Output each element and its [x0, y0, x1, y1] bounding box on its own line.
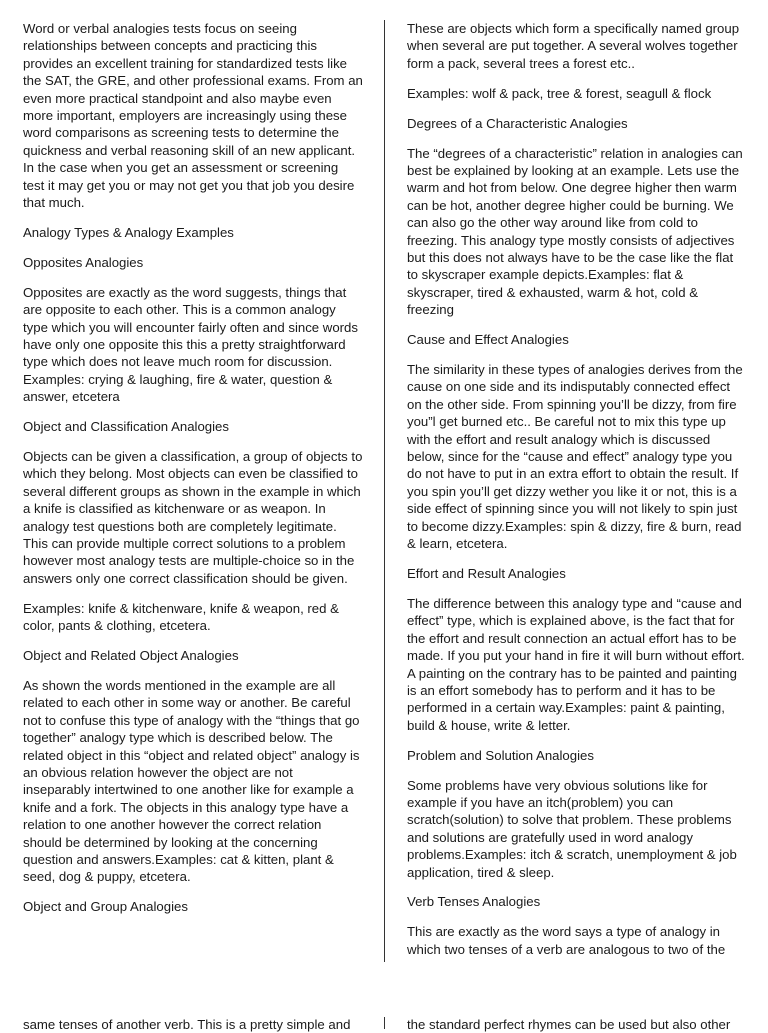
- object-related-object-paragraph: As shown the words mentioned in the example are all related to each other in some way or another. Be careful not to confuse this type of analogy with the “things that go together” analogy type which is described below. The related object in this “object and related object” analogy is an obvious relation however the object are not inseparably intertwined to one another like for example a knife and a fork. The objects in this analogy type have a relation to one another however the correct relation should be determined by looking at the concerning question and answers.Examples: cat & kitten, plant & seed, dog & puppy, etcetera.: [23, 678, 360, 885]
- next-page-right-text: the standard perfect rhymes can be used but also other: [407, 1017, 731, 1032]
- heading-cause-effect: Cause and Effect Analogies: [407, 332, 569, 348]
- heading-object-group: Object and Group Analogies: [23, 899, 188, 915]
- object-group-examples: Examples: wolf & pack, tree & forest, seagull & flock: [407, 85, 712, 101]
- cause-effect-paragraph: The similarity in these types of analogies derives from the cause on one side and its indisputably connected effect on the other side. From spinning you’ll be dizzy, from fire you”l get burned etc.. Be careful not to mix this type up with the effort and result analogy which is discussed below, since for the “cause and effect” analogy type you do not have to put in an extra effort to obtain the result. If you spin you’ll get dizzy wether you like it or not, this is a side effect of spinning since you will not likely to spin just to become dizzy.Examples: spin & dizzy, fire & burn, read & learn, etcetera.: [407, 362, 743, 552]
- next-page-left-text: same tenses of another verb. This is a pretty simple and: [23, 1017, 351, 1032]
- heading-verb-tenses: Verb Tenses Analogies: [407, 894, 541, 910]
- object-classification-examples: Examples: knife & kitchenware, knife & weapon, red & color, pants & clothing, etcetera.: [23, 600, 339, 634]
- left-column: [23, 20, 363, 928]
- heading-opposites: Opposites Analogies: [23, 254, 144, 270]
- heading-problem-solution: Problem and Solution Analogies: [407, 747, 594, 763]
- verb-tenses-paragraph: This are exactly as the word says a type of analogy in which two tenses of a verb are analogous to two of the: [407, 924, 726, 957]
- heading-object-related-object: Object and Related Object Analogies: [23, 648, 239, 664]
- opposites-paragraph: Opposites are exactly as the word suggests, things that are opposite to each other. This is a common analogy type which you will encounter fairly often and since words have only one opposite this this a pretty straightforward type which does not leave much room for discussion. Examples: crying & laughing, fire & water, question & answer, etcetera: [23, 284, 358, 405]
- heading-object-classification: Object and Classification Analogies: [23, 419, 229, 435]
- intro-paragraph: Word or verbal analogies tests focus on seeing relationships between concepts and practicing this provides an excellent training for standardized tests like the SAT, the GRE, and other professional exams. From an even more practical standpoint and also maybe even more important, employers are increasingly using these word comparisons as screening tests to determine the quickness and verbal reasoning skill of an new applicant. In the case when you get an assessment or screening test it may get you or may not get you that job you desire that much.: [23, 21, 363, 211]
- object-group-paragraph: These are objects which form a specifically named group when several are put together. A several wolves together form a pack, several trees a forest etc..: [407, 21, 740, 71]
- column-divider: [384, 20, 385, 962]
- heading-effort-result: Effort and Result Analogies: [407, 565, 566, 581]
- heading-analogy-types: Analogy Types & Analogy Examples: [23, 224, 234, 240]
- degrees-characteristic-paragraph: The “degrees of a characteristic” relation in analogies can best be explained by looking at an example. Lets use the warm and hot from below. One degree higher then warm can be hot, another degree higher could be burning. We can also go the other way around like from cold to freezing. This analogy type mostly consists of adjectives but this does not always have to be the case like the flat to skyscraper example depicts.Examples: flat & skyscraper, tired & exhausted, warm & hot, cold & freezing: [407, 145, 743, 318]
- heading-degrees-characteristic: Degrees of a Characteristic Analogies: [407, 115, 628, 131]
- object-classification-paragraph: Objects can be given a classification, a group of objects to which they belong. Most objects can even be classified to several different groups as shown in the example in which a knife is classified as kitchenware or as weapon. In analogy test questions both are completely legitimate. This can provide multiple correct solutions to a problem however most analogy tests are multiple-choice so in the answers only one correct classification should be given.: [23, 449, 363, 586]
- problem-solution-paragraph: Some problems have very obvious solutions like for example if you have an itch(problem) you can scratch(solution) to solve that problem. These problems and solutions are gratefully used in word analogy problems.Examples: itch & scratch, unemployment & job application, tired & sleep.: [407, 777, 737, 880]
- effort-result-paragraph: The difference between this analogy type and “cause and effect” type, which is explained above, is the fact that for the effort and result connection an actual effort has to be made. If you put your hand in fire it will burn without effort. A painting on the contrary has to be painted and painting is an effort somebody has to perform and it has to be performed in a certain way.Examples: paint & painting, build & house, write & letter.: [407, 595, 745, 733]
- next-page-column-divider: [384, 1017, 385, 1029]
- right-column: [407, 20, 747, 971]
